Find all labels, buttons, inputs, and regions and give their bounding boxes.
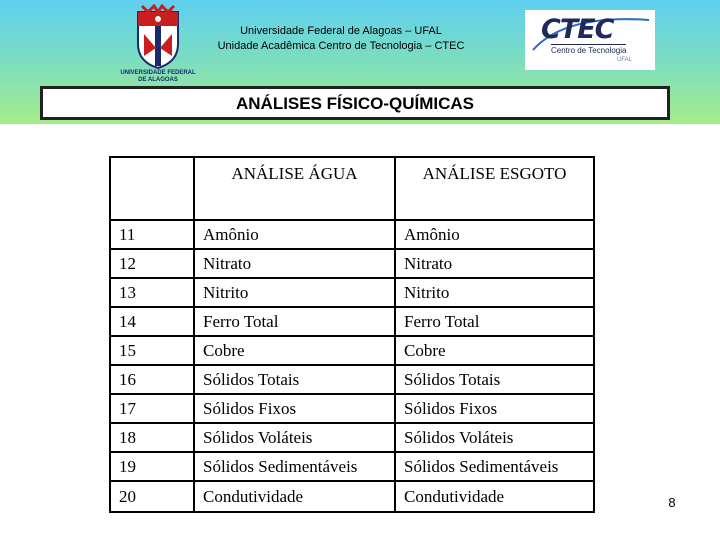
table-row — [110, 336, 594, 365]
table-row — [110, 278, 594, 307]
ctec-logo-tag: UFAL — [617, 57, 633, 63]
column-header-esgoto: ANÁLISE ESGOTO — [395, 157, 594, 220]
table-row — [110, 249, 594, 278]
ctec-logo — [525, 10, 655, 70]
ufal-logo-text: UNIVERSIDADE FEDERAL DE ALAGOAS — [120, 70, 196, 83]
analise-esgoto-cell: Sólidos Voláteis — [395, 423, 594, 452]
analise-esgoto-cell: Sólidos Totais — [395, 365, 594, 394]
row-number: 13 — [110, 278, 194, 307]
institution-header — [196, 24, 486, 54]
analise-agua-cell: Cobre — [194, 336, 395, 365]
analise-agua-cell: Condutividade — [194, 481, 395, 512]
row-number: 17 — [110, 394, 194, 423]
analise-esgoto-cell: Nitrito — [395, 278, 594, 307]
analise-esgoto-cell: Nitrato — [395, 249, 594, 278]
table-header-row — [110, 157, 594, 220]
table-row — [110, 365, 594, 394]
table-row — [110, 481, 594, 512]
ufal-logo — [112, 4, 204, 84]
row-number: 12 — [110, 249, 194, 278]
analise-agua-cell: Sólidos Sedimentáveis — [194, 452, 395, 481]
ctec-logo-subtitle: Centro de Tecnologia — [551, 46, 627, 55]
analise-agua-cell: Nitrato — [194, 249, 395, 278]
row-number: 20 — [110, 481, 194, 512]
table-row — [110, 307, 594, 336]
analise-esgoto-cell: Condutividade — [395, 481, 594, 512]
table-row — [110, 394, 594, 423]
analise-agua-cell: Sólidos Fixos — [194, 394, 395, 423]
analise-esgoto-cell: Ferro Total — [395, 307, 594, 336]
slide-title-box — [40, 86, 670, 120]
analise-agua-cell: Nitrito — [194, 278, 395, 307]
analise-agua-cell: Ferro Total — [194, 307, 395, 336]
row-number: 16 — [110, 365, 194, 394]
slide-number: 8 — [668, 495, 676, 510]
row-number: 11 — [110, 220, 194, 249]
analise-esgoto-cell: Cobre — [395, 336, 594, 365]
ctec-logo-word: CTEC — [541, 14, 614, 45]
analise-esgoto-cell: Sólidos Sedimentáveis — [395, 452, 594, 481]
column-header-agua: ANÁLISE ÁGUA — [194, 157, 395, 220]
column-header-number — [110, 157, 194, 220]
row-number: 19 — [110, 452, 194, 481]
row-number: 15 — [110, 336, 194, 365]
table-row — [110, 220, 594, 249]
row-number: 18 — [110, 423, 194, 452]
analise-agua-cell: Sólidos Voláteis — [194, 423, 395, 452]
analise-agua-cell: Amônio — [194, 220, 395, 249]
ufal-crest-icon — [134, 4, 182, 70]
table-row — [110, 452, 594, 481]
table-row — [110, 423, 594, 452]
analysis-table — [109, 156, 595, 513]
analise-esgoto-cell: Sólidos Fixos — [395, 394, 594, 423]
slide-title: ANÁLISES FÍSICO-QUÍMICAS — [235, 94, 474, 113]
institution-name: Universidade Federal de Alagoas – UFAL — [240, 25, 442, 37]
row-number: 14 — [110, 307, 194, 336]
analise-agua-cell: Sólidos Totais — [194, 365, 395, 394]
unit-name: Unidade Acadêmica Centro de Tecnologia – CTEC — [217, 40, 465, 52]
analise-esgoto-cell: Amônio — [395, 220, 594, 249]
